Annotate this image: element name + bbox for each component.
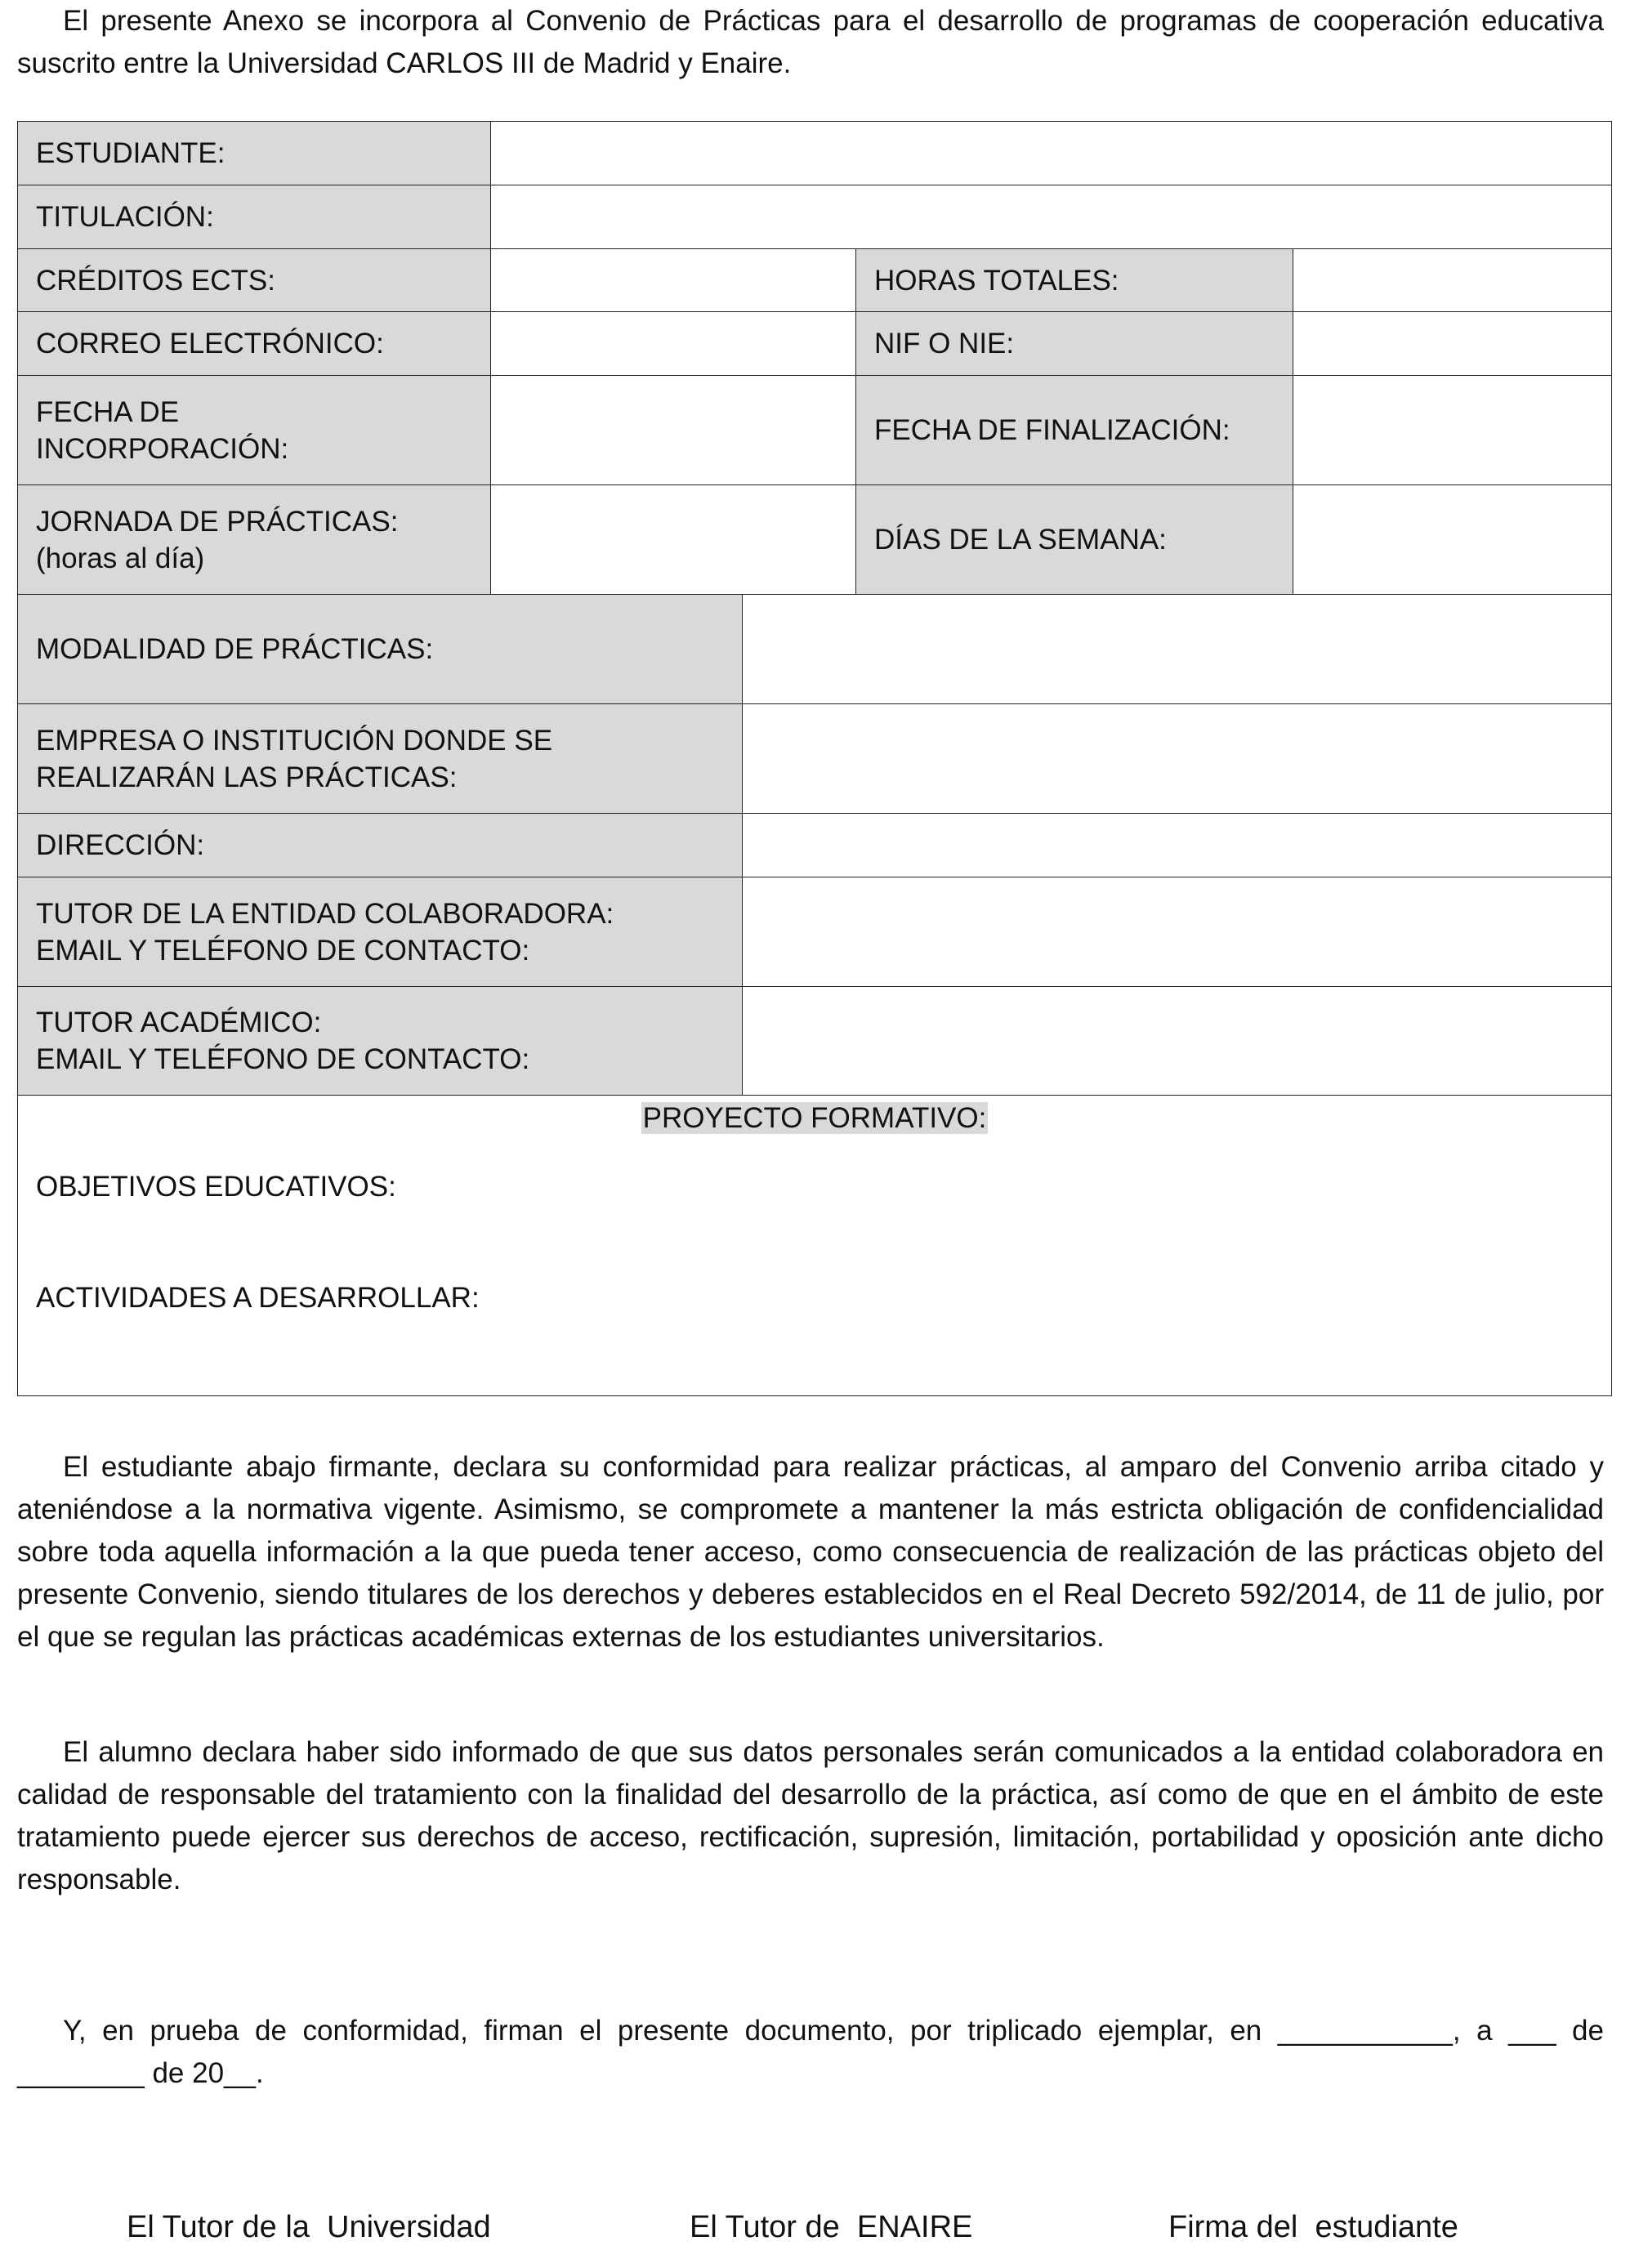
- label-fecha-finalizacion: FECHA DE FINALIZACIÓN:: [855, 375, 1293, 485]
- label-fecha-incorporacion: [17, 375, 491, 485]
- field-correo[interactable]: [490, 311, 856, 376]
- field-direccion[interactable]: [742, 813, 1612, 877]
- label-titulacion: TITULACIÓN:: [17, 185, 491, 249]
- field-estudiante[interactable]: [490, 121, 1612, 185]
- label-line: JORNADA DE PRÁCTICAS:: [36, 505, 399, 538]
- field-modalidad[interactable]: [742, 594, 1612, 704]
- label-direccion: DIRECCIÓN:: [17, 813, 743, 877]
- label-line: EMPRESA O INSTITUCIÓN DONDE SE: [36, 724, 553, 757]
- label-line: INCORPORACIÓN:: [36, 432, 289, 465]
- field-horas[interactable]: [1293, 248, 1612, 312]
- signature-tutor-enaire: El Tutor de ENAIRE: [690, 2210, 973, 2244]
- label-nif: NIF O NIE:: [855, 311, 1293, 376]
- field-tutor-academico[interactable]: [742, 986, 1612, 1096]
- label-line: EMAIL Y TELÉFONO DE CONTACTO:: [36, 1043, 530, 1075]
- field-titulacion[interactable]: [490, 185, 1612, 249]
- label-empresa: [17, 703, 743, 814]
- objetivos-label: OBJETIVOS EDUCATIVOS:: [36, 1171, 396, 1203]
- label-horas: HORAS TOTALES:: [855, 248, 1293, 312]
- intro-paragraph: El presente Anexo se incorpora al Convenio de Prácticas para el desarrollo de programas de cooperación educativa suscrito entre la Universidad CARLOS III de Madrid y Enaire.: [17, 5, 1604, 79]
- field-fecha-incorporacion[interactable]: [490, 375, 856, 485]
- field-nif[interactable]: [1293, 311, 1612, 376]
- label-line: EMAIL Y TELÉFONO DE CONTACTO:: [36, 934, 530, 967]
- label-line: TUTOR DE LA ENTIDAD COLABORADORA:: [36, 897, 614, 930]
- signature-estudiante: Firma del estudiante: [1168, 2210, 1458, 2244]
- label-tutor-entidad: [17, 877, 743, 987]
- field-empresa[interactable]: [742, 703, 1612, 814]
- label-correo: CORREO ELECTRÓNICO:: [17, 311, 491, 376]
- field-creditos[interactable]: [490, 248, 856, 312]
- actividades-label: ACTIVIDADES A DESARROLLAR:: [36, 1282, 480, 1314]
- label-line: TUTOR ACADÉMICO:: [36, 1007, 322, 1038]
- field-fecha-finalizacion[interactable]: [1293, 375, 1612, 485]
- label-line: FECHA DE: [36, 395, 180, 428]
- label-modalidad: MODALIDAD DE PRÁCTICAS:: [17, 594, 743, 704]
- proyecto-formativo-box[interactable]: [17, 1095, 1612, 1396]
- signature-tutor-universidad: El Tutor de la Universidad: [127, 2210, 491, 2244]
- label-tutor-academico: [17, 986, 743, 1096]
- proyecto-formativo-title: [18, 1102, 1611, 1135]
- label-jornada: [17, 484, 491, 595]
- conformity-paragraph: Y, en prueba de conformidad, firman el presente documento, por triplicado ejemplar, en ___________, a ___ de ________ de 20__.: [17, 2015, 1604, 2089]
- proyecto-formativo-label: PROYECTO FORMATIVO:: [642, 1102, 987, 1134]
- data-protection-paragraph: El alumno declara haber sido informado de que sus datos personales serán comunicados a la entidad colaboradora en calidad de responsable del tratamiento con la finalidad del desarrollo de la práctica, así como de que en el ámbito de este tratamiento puede ejercer sus derechos de acceso, rectificación, supresión, limitación, portabilidad y oposición ante dicho responsable.: [17, 1736, 1604, 1895]
- label-creditos: CRÉDITOS ECTS:: [17, 248, 491, 312]
- field-dias[interactable]: [1293, 484, 1612, 595]
- label-dias: DÍAS DE LA SEMANA:: [855, 484, 1293, 595]
- label-estudiante: ESTUDIANTE:: [17, 121, 491, 185]
- field-jornada[interactable]: [490, 484, 856, 595]
- field-tutor-entidad[interactable]: [742, 877, 1612, 987]
- label-line: REALIZARÁN LAS PRÁCTICAS:: [36, 761, 458, 793]
- declaration-paragraph: El estudiante abajo firmante, declara su conformidad para realizar prácticas, al amparo del Convenio arriba citado y ateniéndose a la normativa vigente. Asimismo, se compromete a mantener la más estricta obligación de confidencialidad sobre toda aquella información a la que pueda tener acceso, como consecuencia de realización de las prácticas objeto del presente Convenio, siendo titulares de los derechos y deberes establecidos en el Real Decreto 592/2014, de 11 de julio, por el que se regulan las prácticas académicas externas de los estudiantes universitarios.: [17, 1451, 1604, 1653]
- label-line: (horas al día): [36, 542, 205, 574]
